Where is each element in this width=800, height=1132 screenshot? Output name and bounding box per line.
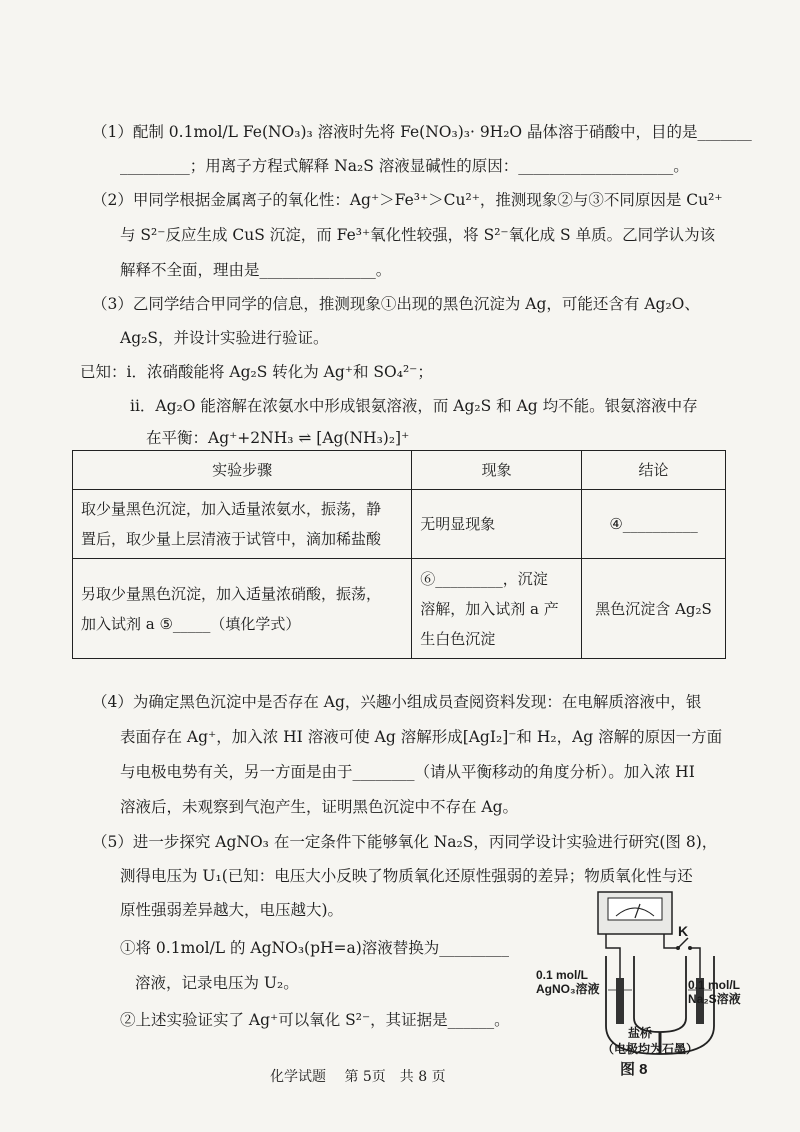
q3-known-3: 在平衡：Ag⁺+2NH₃ ⇌ [Ag(NH₃)₂]⁺ [146,429,410,447]
left-solution-label: AgNO₃溶液 [536,982,600,996]
table-header-row [73,451,726,490]
q4-line1: （4）为确定黑色沉淀中是否存在 Ag，兴趣小组成员查阅资料发现：在电解质溶液中，银 [92,693,702,711]
q5-line3: 原性强弱差异越大，电压越大)。 [120,901,344,919]
q3-known-2: ii．Ag₂O 能溶解在浓氨水中形成银氨溶液，而 Ag₂S 和 Ag 均不能。银氨溶液中存 [130,397,698,415]
q2-line1: （2）甲同学根据金属离子的氧化性：Ag⁺＞Fe³⁺＞Cu²⁺，推测现象②与③不同原因是 Cu²⁺ [92,191,723,209]
q5-sub2: ②上述实验证实了 Ag⁺可以氧化 S²⁻，其证据是______。 [120,1011,510,1029]
header-conclusion: 结论 [582,451,726,490]
q5-line1: （5）进一步探究 AgNO₃ 在一定条件下能够氧化 Na₂S，丙同学设计实验进行研究(图 8)， [92,833,718,851]
switch-label: K [678,923,689,939]
q3-line1: （3）乙同学结合甲同学的信息，推测现象①出现的黑色沉淀为 Ag，可能还含有 Ag₂O、 [92,295,700,313]
q4-line4: 溶液后，未观察到气泡产生，证明黑色沉淀中不存在 Ag。 [120,798,519,816]
right-conc-label: 0.1 mol/L [688,978,741,992]
u-tube-inner [634,956,686,1032]
q2-line2: 与 S²⁻反应生成 CuS 沉淀，而 Fe³⁺氧化性较强，将 S²⁻氧化成 S 单质。乙同学认为该 [120,226,716,244]
switch-lever [678,938,688,948]
q2-line3: 解释不全面，理由是_______________。 [120,261,392,279]
row1-conclusion: ④__________ [582,490,726,559]
electrode-note: （电极均为石墨） [602,1042,699,1056]
table-row [73,559,726,659]
row2-phen-line2: 溶解，加入试剂 a 产 [420,599,559,618]
switch-contact [688,946,692,950]
page-footer: 化学试题 第 5页 共 8 页 [270,1069,446,1085]
right-wire-a [664,934,678,948]
row1-step-line2: 置后，取少量上层清液于试管中，滴加稀盐酸 [81,530,382,548]
row1-phenomenon: 无明显现象 [412,490,582,559]
q1-line1: （1）配制 0.1mol/L Fe(NO₃)₃ 溶液时先将 Fe(NO₃)₃· 9H₂O 晶体溶于硝酸中，目的是_______ [92,123,752,141]
q5-line2: 测得电压为 U₁(已知：电压大小反映了物质氧化还原性强弱的差异；物质氧化性与还 [120,867,693,885]
q4-line2: 表面存在 Ag⁺，加入浓 HI 溶液可使 Ag 溶解形成[AgI₂]⁻和 H₂，Ag 溶解的原因一方面 [120,728,723,746]
left-conc-label: 0.1 mol/L [536,968,589,982]
row2-step [73,559,412,659]
left-electrode [616,978,624,1024]
q1-line2: _________；用离子方程式解释 Na₂S 溶液显碱性的原因：____________________。 [120,157,689,175]
q3-known-1: 已知：i．浓硝酸能将 Ag₂S 转化为 Ag⁺和 SO₄²⁻； [80,363,433,381]
header-phenomenon: 现象 [412,451,582,490]
q5-sub1-line1: ①将 0.1mol/L 的 AgNO₃(pH=a)溶液替换为_________ [120,939,510,957]
row2-step-line1: 另取少量黑色沉淀，加入适量浓硝酸，振荡， [81,584,382,603]
experiment-table [72,450,726,659]
q4-line3: 与电极电势有关，另一方面是由于________（请从平衡移动的角度分析）。加入浓 HI [120,763,695,781]
header-step: 实验步骤 [73,451,412,490]
figure-caption: 图 8 [620,1061,648,1078]
table-row [73,490,726,559]
right-solution-label: Na₂S溶液 [688,992,741,1006]
figure-8-cell [528,886,758,1086]
salt-bridge-label: 盐桥 [628,1026,653,1040]
row1-step-line1: 取少量黑色沉淀，加入适量浓氨水，振荡，静 [81,500,382,518]
row2-phenomenon [412,559,582,659]
row2-phen-line3: 生白色沉淀 [420,629,496,648]
row2-conclusion: 黑色沉淀含 Ag₂S [582,559,726,659]
switch-pivot [676,946,680,950]
q3-line2: Ag₂S，并设计实验进行验证。 [120,329,329,347]
row2-step-line2: 加入试剂 a ⑤_____（填化学式） [81,614,301,633]
row1-step [73,490,412,559]
q5-sub1-line2: 溶液，记录电压为 U₂。 [135,974,299,992]
row2-phen-line1: ⑥_________，沉淀 [420,569,548,588]
